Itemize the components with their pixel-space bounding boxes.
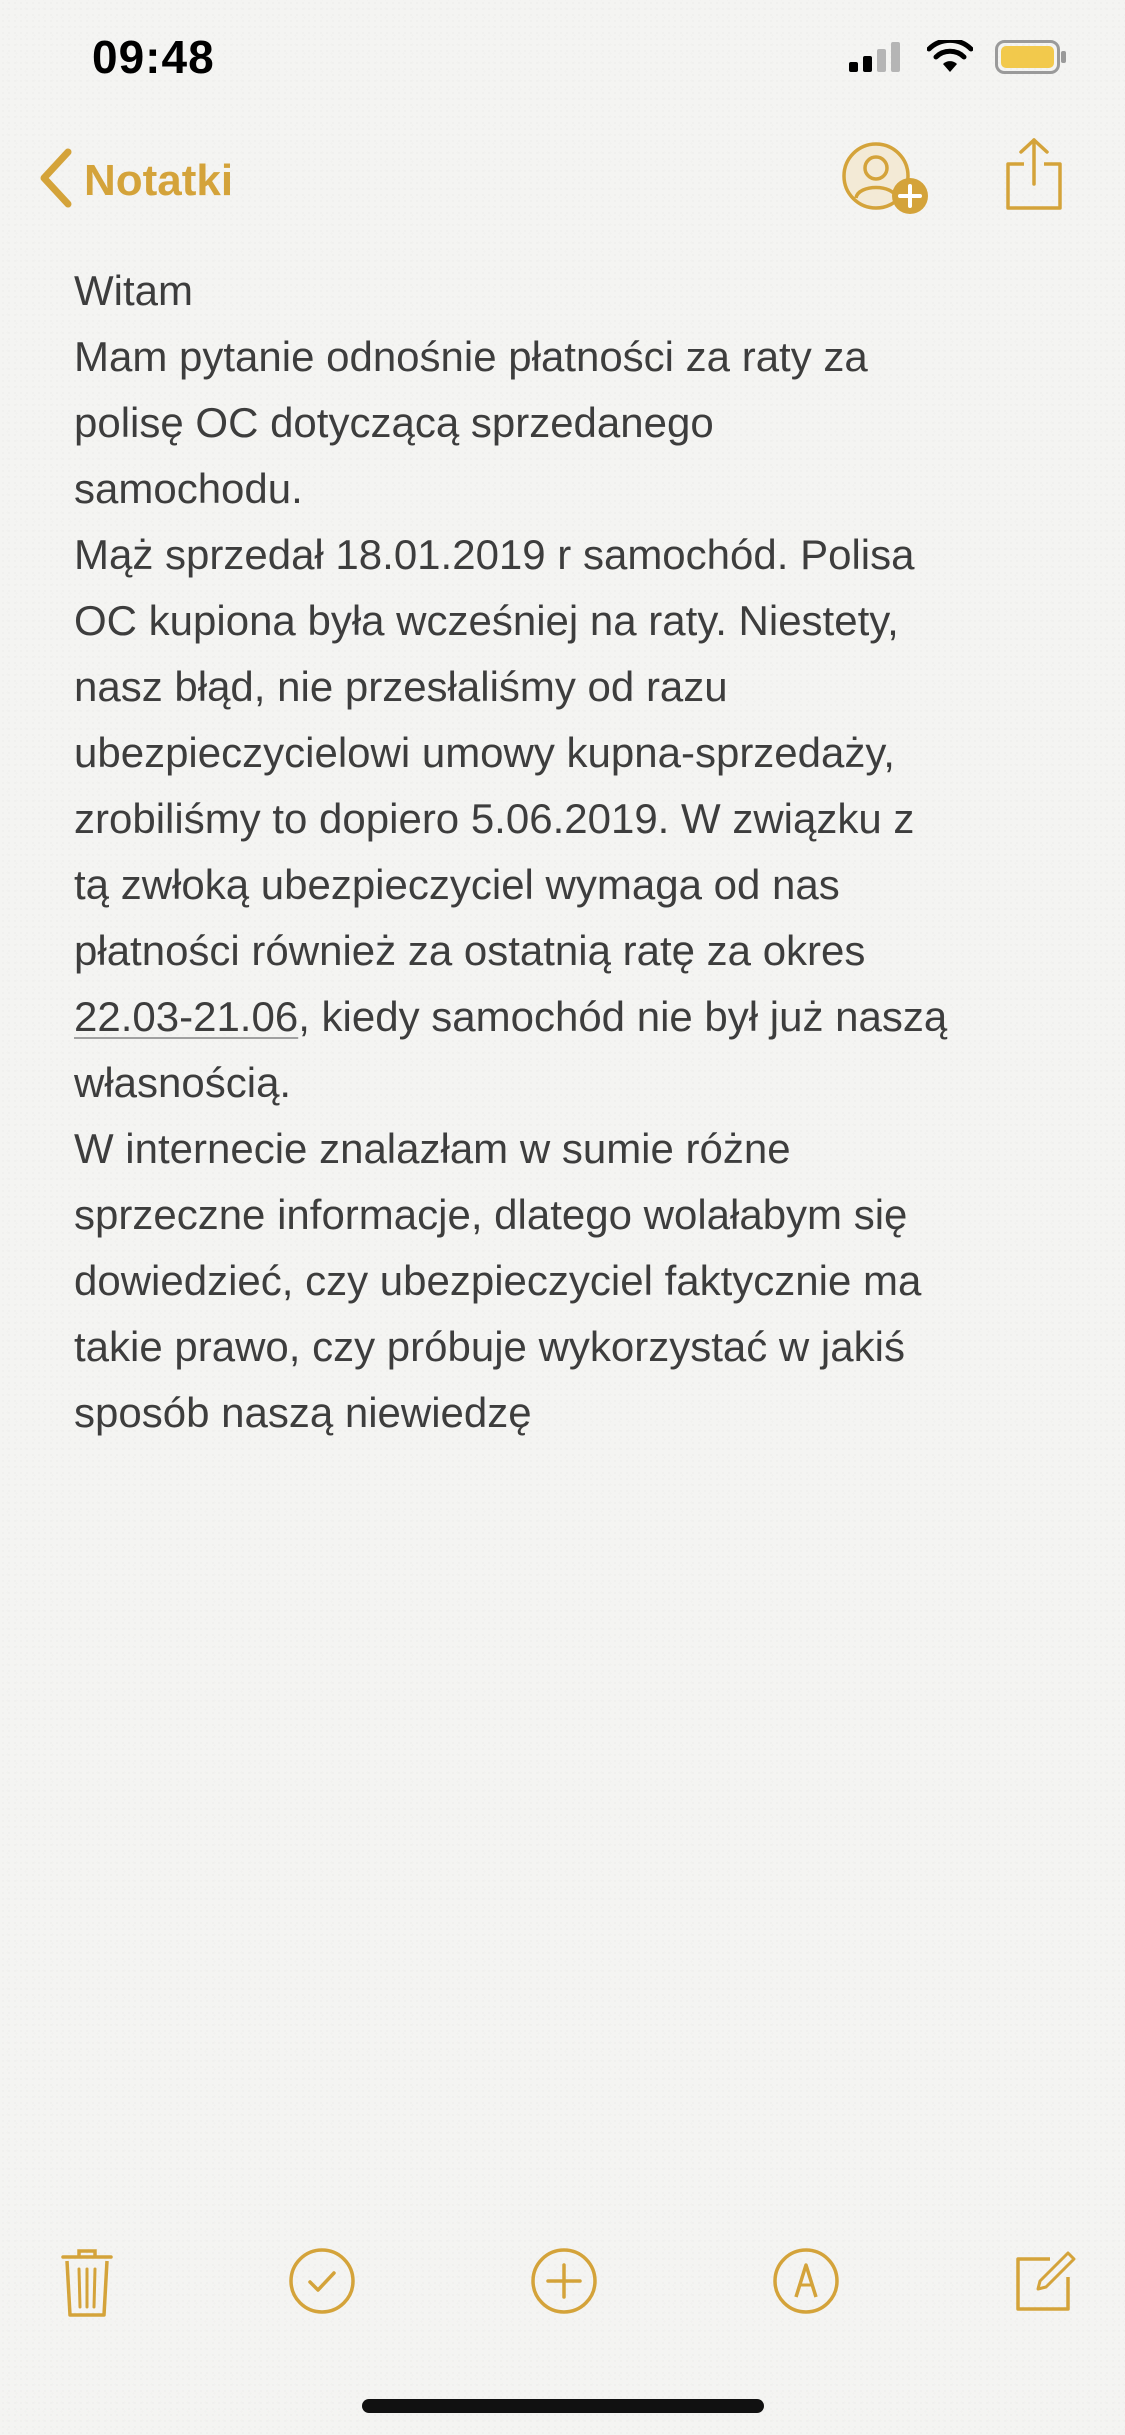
status-bar [0, 0, 1125, 130]
note-line: Mam pytanie odnośnie płatności za raty za [74, 333, 868, 380]
nav-bar [0, 130, 1125, 230]
back-button[interactable] [38, 148, 233, 213]
checklist-button[interactable] [288, 2247, 356, 2320]
note-line: sposób naszą niewiedzę [74, 1389, 532, 1436]
markup-icon [772, 2302, 840, 2319]
share-icon [1004, 199, 1064, 216]
cellular-signal-icon [849, 42, 905, 77]
trash-icon [60, 2306, 114, 2323]
back-label: Notatki [84, 155, 234, 205]
note-line: nasz błąd, nie przesłaliśmy od razu [74, 663, 728, 710]
add-icon [530, 2302, 598, 2319]
markup-button[interactable] [772, 2247, 840, 2320]
share-button[interactable] [1004, 136, 1064, 217]
note-line: Witam [74, 267, 193, 314]
checklist-icon [288, 2302, 356, 2319]
add-person-button[interactable] [838, 140, 934, 225]
note-line: polisę OC dotyczącą sprzedanego [74, 399, 714, 446]
note-line: W internecie znalazłam w sumie różne [74, 1125, 791, 1172]
note-line: Mąż sprzedał 18.01.2019 r samochód. Polisa [74, 531, 915, 578]
compose-icon [1012, 2300, 1078, 2317]
add-button[interactable] [530, 2247, 598, 2320]
note-line: sprzeczne informacje, dlatego wolałabym się [74, 1191, 908, 1238]
battery-icon [995, 40, 1067, 79]
note-line: płatności również za ostatnią ratę za okres [74, 927, 866, 974]
note-line: zrobiliśmy to dopiero 5.06.2019. W związku z [74, 795, 915, 842]
bottom-toolbar [0, 2235, 1125, 2325]
status-time: 09:48 [92, 31, 215, 83]
note-line: takie prawo, czy próbuje wykorzystać w jakiś [74, 1323, 905, 1370]
note-line: ubezpieczycielowi umowy kupna-sprzedaży, [74, 729, 895, 776]
add-person-icon [838, 207, 934, 224]
home-indicator[interactable] [362, 2399, 764, 2413]
wifi-icon [927, 40, 973, 79]
compose-button[interactable] [1012, 2247, 1078, 2318]
note-line: dowiedzieć, czy ubezpieczyciel faktycznie ma [74, 1257, 922, 1304]
status-icons [849, 40, 1067, 79]
note-body[interactable] [74, 258, 1074, 1446]
note-line: własnością. [74, 1059, 292, 1106]
note-line: samochodu. [74, 465, 303, 512]
delete-button[interactable] [60, 2247, 114, 2324]
note-line: 22.03-21.06, kiedy samochód nie był już naszą [74, 993, 948, 1040]
note-line: OC kupiona była wcześniej na raty. Niestety, [74, 597, 899, 644]
chevron-left-icon [38, 148, 74, 213]
note-line: tą zwłoką ubezpieczyciel wymaga od nas [74, 861, 840, 908]
date-range-link[interactable]: 22.03-21.06 [74, 993, 299, 1040]
